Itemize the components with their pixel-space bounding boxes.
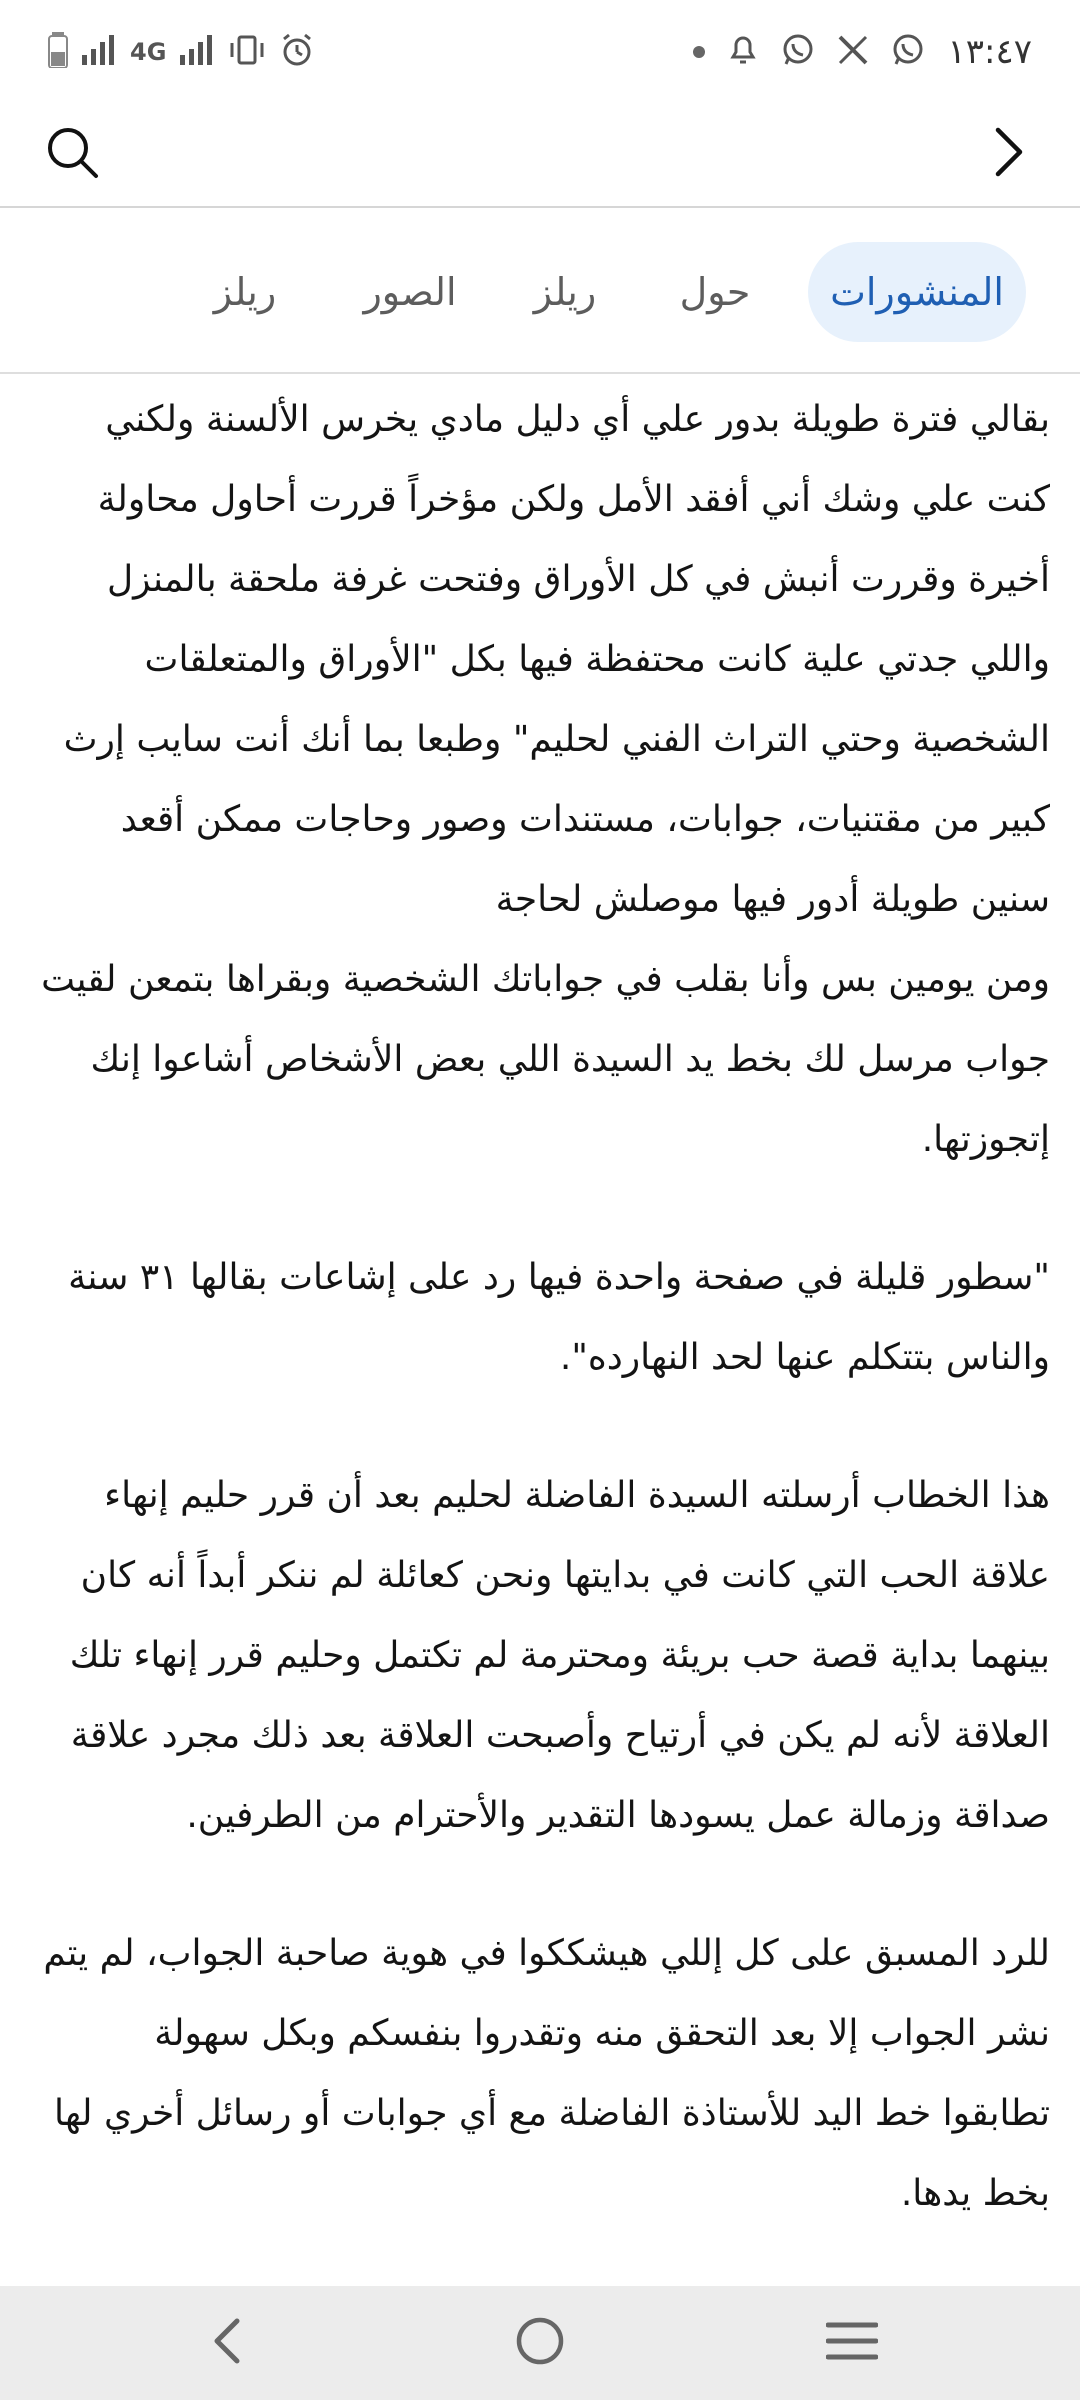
home-icon — [514, 2315, 566, 2371]
post-paragraph: بقالي فترة طويلة بدور علي أي دليل مادي يخرس الألسنة ولكني كنت علي وشك أني أفقد الأمل ولكن مؤخراً قررت أحاول محاولة أخيرة وقررت أنبش في كل الأوراق وفتحت غرفة ملحقة بالمنزل واللي جدتي علية كانت محتفظة فيها بكل "الأوراق والمتعلقات الشخصية وحتي التراث الفني لحليم" وطبعا بما أنك أنت سايب إرث كبير من مقتنيات، جوابات، مستندات وصور وحاجات ممكن أقعد سنين طويلة أدور فيها موصلش لحاجة ومن يومين بس وأنا بقلب في جواباتك الشخصية وبقراها بتمعن لقيت جواب مرسل لك بخط يد السيدة اللي بعض الأشخاص أشاعوا إنك إتجوزتها. — [41, 399, 1050, 1160]
status-bar — [0, 0, 1080, 100]
whatsapp-icon — [891, 33, 925, 71]
back-button[interactable] — [972, 118, 1044, 190]
status-time: ١٣:٤٧ — [947, 32, 1032, 72]
post-paragraph: "سطور قليلة في صفحة واحدة فيها رد على إشاعات بقالها ٣١ سنة والناس بتتكلم عنها لحد النهارده". — [68, 1257, 1050, 1378]
vibrate-icon — [228, 35, 266, 69]
chevron-right-icon — [988, 124, 1028, 184]
tab-reels-2[interactable]: ريلز — [213, 270, 277, 314]
search-icon — [44, 124, 100, 184]
nav-home-button[interactable] — [500, 2303, 580, 2383]
post-paragraph: للرد المسبق على كل إللي هيشككوا في هوية صاحبة الجواب، لم يتم نشر الجواب إلا بعد التحقق منه وتقدروا بنفسكم وبكل سهولة تطابقوا خط اليد للأستاذة الفاضلة مع أي جوابات أو رسائل أخري لها بخط يدها. — [43, 1933, 1050, 2214]
paragraph-spacer — [40, 1180, 1050, 1238]
search-button[interactable] — [36, 118, 108, 190]
signal-icon — [180, 35, 214, 69]
nav-back-button[interactable] — [187, 2303, 267, 2383]
status-left — [48, 28, 314, 76]
paragraph-spacer — [40, 1398, 1050, 1456]
whatsapp-icon — [781, 33, 815, 71]
x-icon — [837, 34, 869, 70]
alarm-icon — [280, 33, 314, 71]
tab-reels[interactable]: ريلز — [533, 270, 597, 314]
back-icon — [207, 2315, 247, 2371]
recents-icon — [826, 2319, 878, 2367]
battery-icon — [48, 32, 68, 72]
tab-posts[interactable]: المنشورات — [808, 242, 1026, 342]
profile-tabs — [0, 210, 1080, 374]
network-type: 4G — [130, 38, 167, 66]
dot-icon — [693, 46, 705, 58]
nav-recents-button[interactable] — [812, 2303, 892, 2383]
paragraph-spacer — [40, 1856, 1050, 1914]
system-navigation-bar — [0, 2286, 1080, 2400]
signal-icon — [82, 35, 116, 69]
post-paragraph: هذا الخطاب أرسلته السيدة الفاضلة لحليم بعد أن قرر حليم إنهاء علاقة الحب التي كانت في بدايتها ونحن كعائلة لم ننكر أبداً أنه كان بينهما بداية قصة حب بريئة ومحترمة لم تكتمل وحليم قرر إنهاء تلك العلاقة لأنه لم يكن في أرتياح وأصبحت العلاقة بعد ذلك مجرد علاقة صداقة وزمالة عمل يسودها التقدير والأحترام من الطرفين. — [69, 1475, 1050, 1836]
post-content — [40, 380, 1050, 2280]
tab-about[interactable]: حول — [679, 270, 751, 314]
status-right — [693, 28, 1032, 76]
tab-photos[interactable]: الصور — [363, 270, 457, 314]
top-app-bar — [0, 100, 1080, 208]
notification-icon — [727, 33, 759, 71]
